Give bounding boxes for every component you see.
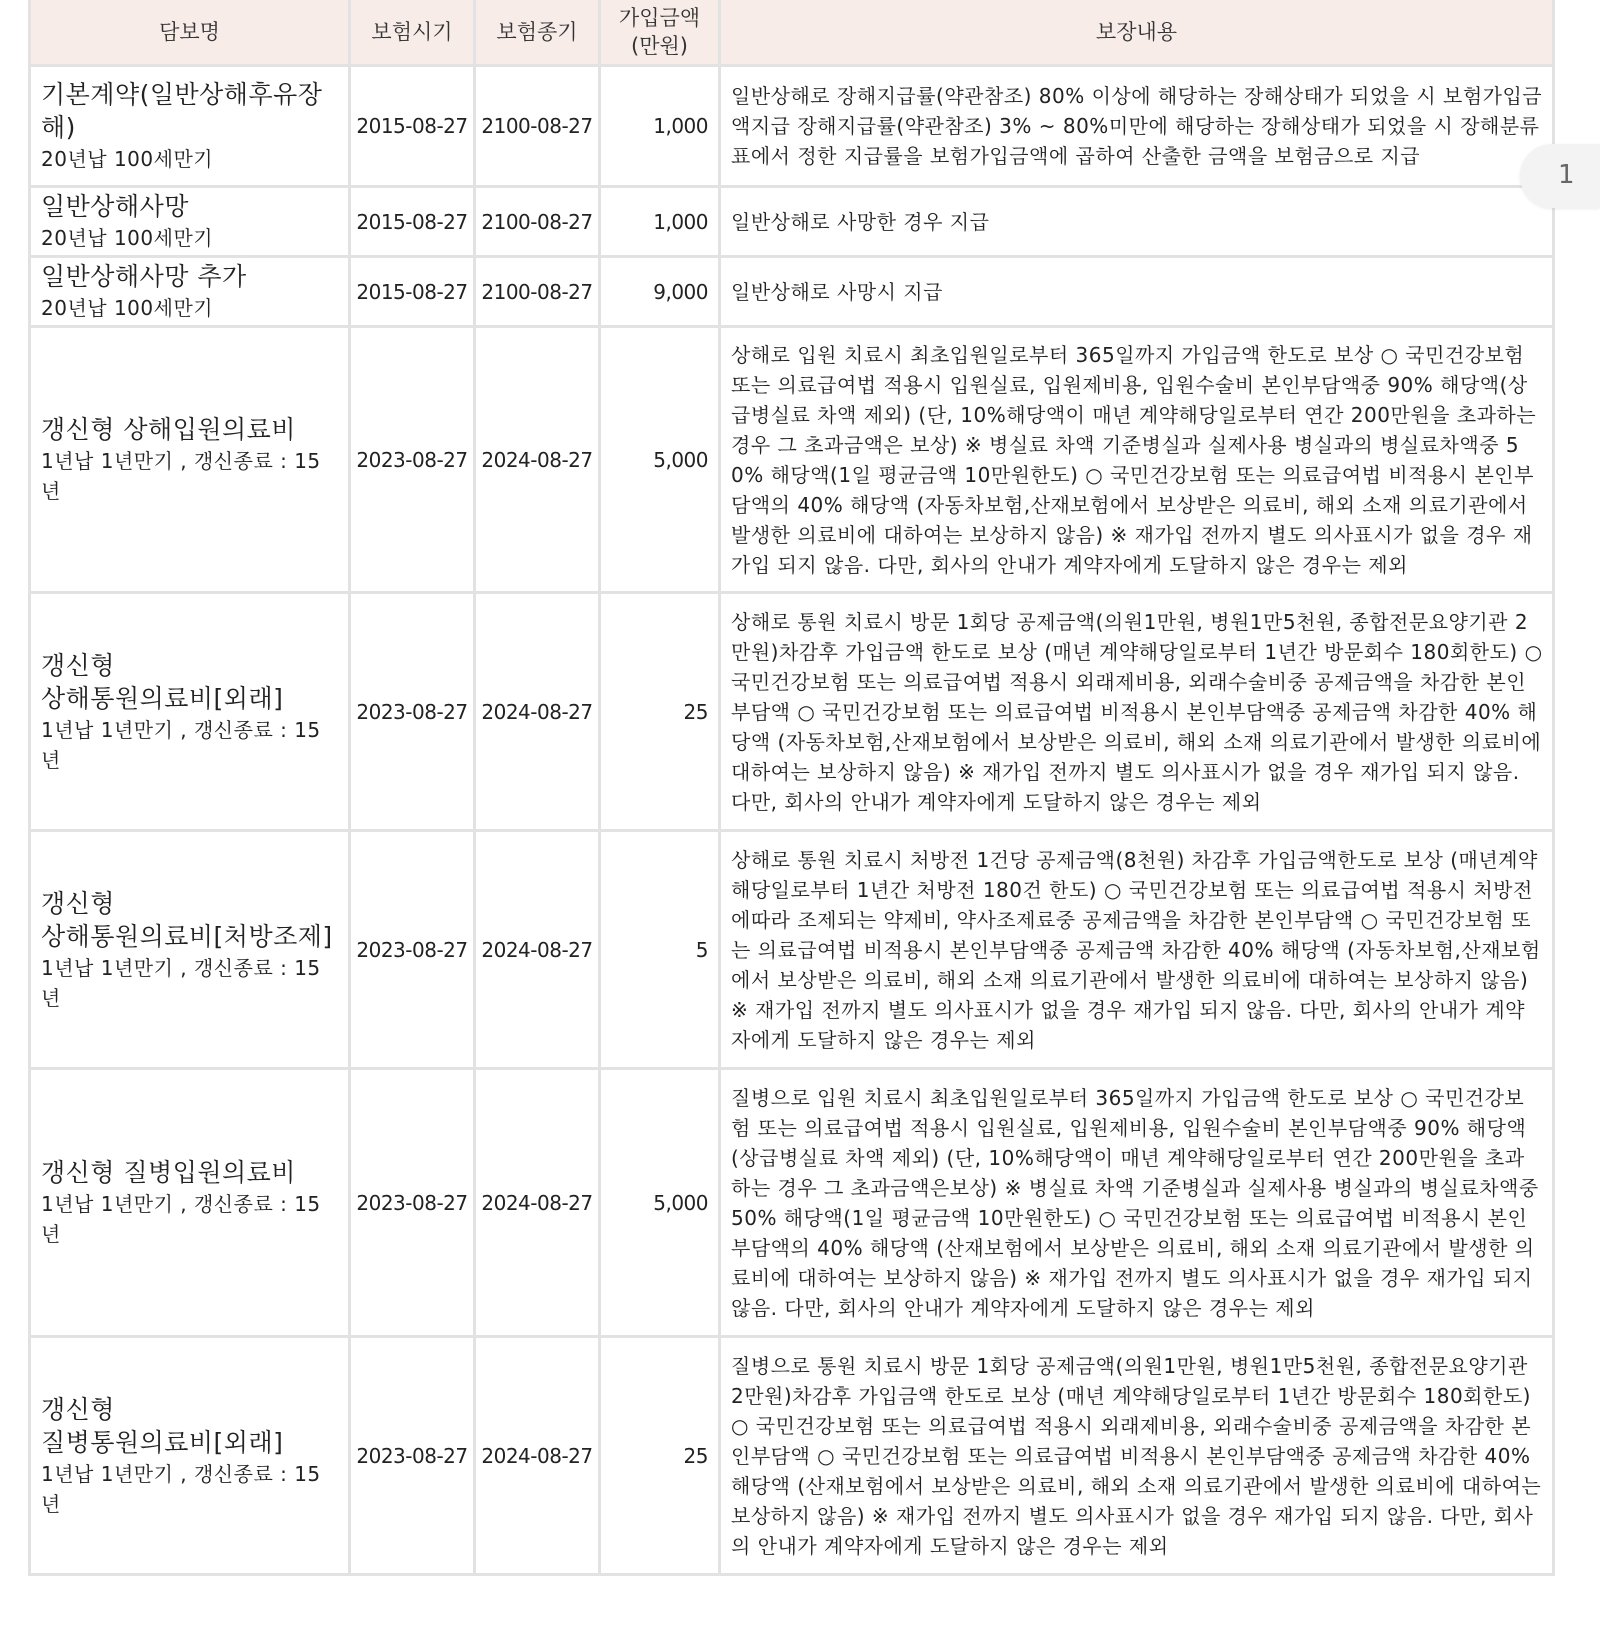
start-date: 2023-08-27 (350, 831, 475, 1069)
coverage-name: 갱신형 상해입원의료비 (41, 415, 296, 444)
table-row (30, 66, 1554, 187)
end-date: 2100-08-27 (475, 187, 600, 257)
coverage-detail: 상해로 통원 치료시 처방전 1건당 공제금액(8천원) 차감후 가입금액한도로 보상 (매년계약해당일로부터 1년간 처방전 180건 한도) ○ 국민건강보험 또는 의료급여법 적용시 처방전에따라 조제되는 약제비, 약사조제료중 공제금액을 차감한 본인부담액 ○ 국민건강보험 또는 의료급여법 비적용시 본인부담액중 공제금액 차감한 40% 해당액 (자동차보험,산재보험에서 보상받은 의료비, 해외 소재 의료기관에서 발생한 의료비에 대하여는 보상하지 않음) ※ 재가입 전까지 별도 의사표시가 없을 경우 재가입 되지 않음. 다만, 회사의 안내가 계약자에게 도달하지 않은 경우는 제외 (720, 831, 1554, 1069)
coverage-term: 1년납 1년만기 , 갱신종료 : 15년 (41, 955, 321, 1010)
insured-amount: 5 (600, 831, 720, 1069)
coverage-name: 갱신형 상해통원의료비[외래] (41, 650, 284, 713)
end-date: 2024-08-27 (475, 1069, 600, 1337)
coverage-table (28, 0, 1555, 1576)
insured-amount: 25 (600, 593, 720, 831)
start-date: 2023-08-27 (350, 1337, 475, 1575)
col-header-coverage-name: 담보명 (30, 0, 350, 66)
start-date: 2023-08-27 (350, 327, 475, 593)
end-date: 2100-08-27 (475, 257, 600, 327)
coverage-term: 20년납 100세만기 (41, 226, 214, 250)
coverage-term: 20년납 100세만기 (41, 147, 214, 171)
coverage-name: 일반상해사망 (41, 192, 189, 221)
table-row (30, 327, 1554, 593)
insured-amount: 9,000 (600, 257, 720, 327)
table-row (30, 187, 1554, 257)
end-date: 2024-08-27 (475, 1337, 600, 1575)
coverage-term: 1년납 1년만기 , 갱신종료 : 15년 (41, 1461, 321, 1516)
table-row (30, 257, 1554, 327)
coverage-name-cell (30, 187, 350, 257)
coverage-name: 갱신형 질병통원의료비[외래] (41, 1394, 284, 1457)
page-indicator[interactable] (1520, 144, 1600, 208)
col-header-end-date: 보험종기 (475, 0, 600, 66)
end-date: 2024-08-27 (475, 593, 600, 831)
coverage-name: 기본계약(일반상해후유장해) (41, 80, 323, 142)
coverage-term: 20년납 100세만기 (41, 296, 214, 320)
start-date: 2023-08-27 (350, 593, 475, 831)
coverage-name-cell (30, 1069, 350, 1337)
end-date: 2024-08-27 (475, 831, 600, 1069)
coverage-term: 1년납 1년만기 , 갱신종료 : 15년 (41, 717, 321, 772)
insured-amount: 5,000 (600, 1069, 720, 1337)
coverage-detail: 상해로 입원 치료시 최초입원일로부터 365일까지 가입금액 한도로 보상 ○ 국민건강보험 또는 의료급여법 적용시 입원실료, 입원제비용, 입원수술비 본인부담액중 90% 해당액(상급병실료 차액 제외) (단, 10%해당액이 매년 계약해당일로부터 연간 200만원을 초과하는 경우 그 초과금액은 보상) ※ 병실료 차액 기준병실과 실제사용 병실과의 병실료차액중 50% 해당액(1일 평균금액 10만원한도) ○ 국민건강보험 또는 의료급여법 비적용시 본인부담액의 40% 해당액 (자동차보험,산재보험에서 보상받은 의료비, 해외 소재 의료기관에서 발생한 의료비에 대하여는 보상하지 않음) ※ 재가입 전까지 별도 의사표시가 없을 경우 재가입 되지 않음. 다만, 회사의 안내가 계약자에게 도달하지 않은 경우는 제외 (720, 327, 1554, 593)
coverage-detail: 일반상해로 장해지급률(약관참조) 80% 이상에 해당하는 장해상태가 되었을 시 보험가입금액지급 장해지급률(약관참조) 3% ~ 80%미만에 해당하는 장해상태가 되었을 시 장해분류표에서 정한 지급률을 보험가입금액에 곱하여 산출한 금액을 보험금으로 지급 (720, 66, 1554, 187)
insured-amount: 25 (600, 1337, 720, 1575)
page-number: 1 (1558, 160, 1575, 190)
coverage-term: 1년납 1년만기 , 갱신종료 : 15년 (41, 1192, 321, 1246)
col-header-amount: 가입금액 (만원) (600, 0, 720, 66)
col-header-start-date: 보험시기 (350, 0, 475, 66)
coverage-name: 일반상해사망 추가 (41, 262, 247, 291)
table-row (30, 1069, 1554, 1337)
insured-amount: 5,000 (600, 327, 720, 593)
coverage-table-container (28, 0, 1552, 1576)
coverage-name-cell (30, 831, 350, 1069)
coverage-name: 갱신형 질병입원의료비 (41, 1158, 296, 1187)
end-date: 2100-08-27 (475, 66, 600, 187)
start-date: 2015-08-27 (350, 187, 475, 257)
coverage-name-cell (30, 66, 350, 187)
start-date: 2015-08-27 (350, 257, 475, 327)
insured-amount: 1,000 (600, 187, 720, 257)
table-row (30, 831, 1554, 1069)
coverage-term: 1년납 1년만기 , 갱신종료 : 15년 (41, 449, 321, 503)
coverage-name-cell (30, 327, 350, 593)
end-date: 2024-08-27 (475, 327, 600, 593)
table-row (30, 593, 1554, 831)
coverage-detail: 일반상해로 사망시 지급 (720, 257, 1554, 327)
coverage-name-cell (30, 1337, 350, 1575)
insured-amount: 1,000 (600, 66, 720, 187)
coverage-name: 갱신형 상해통원의료비[처방조제] (41, 888, 333, 951)
coverage-detail: 질병으로 통원 치료시 방문 1회당 공제금액(의원1만원, 병원1만5천원, 종합전문요양기관 2만원)차감후 가입금액 한도로 보상 (매년 계약해당일로부터 1년간 방문회수 180회한도) ○ 국민건강보험 또는 의료급여법 적용시 외래제비용, 외래수술비중 공제금액을 차감한 본인부담액 ○ 국민건강보험 또는 의료급여법 비적용시 본인부담액중 공제금액 차감한 40% 해당액 (산재보험에서 보상받은 의료비, 해외 소재 의료기관에서 발생한 의료비에 대하여는 보상하지 않음) ※ 재가입 전까지 별도 의사표시가 없을 경우 재가입 되지 않음. 다만, 회사의 안내가 계약자에게 도달하지 않은 경우는 제외 (720, 1337, 1554, 1575)
table-row (30, 1337, 1554, 1575)
start-date: 2015-08-27 (350, 66, 475, 187)
coverage-name-cell (30, 593, 350, 831)
coverage-detail: 일반상해로 사망한 경우 지급 (720, 187, 1554, 257)
coverage-name-cell (30, 257, 350, 327)
table-header-row (30, 0, 1554, 66)
coverage-detail: 질병으로 입원 치료시 최초입원일로부터 365일까지 가입금액 한도로 보상 ○ 국민건강보험 또는 의료급여법 적용시 입원실료, 입원제비용, 입원수술비 본인부담액중 90% 해당액(상급병실료 차액 제외) (단, 10%해당액이 매년 계약해당일로부터 연간 200만원을 초과하는 경우 그 초과금액은보상) ※ 병실료 차액 기준병실과 실제사용 병실과의 병실료차액중 50% 해당액(1일 평균금액 10만원한도) ○ 국민건강보험 또는 의료급여법 비적용시 본인부담액의 40% 해당액 (산재보험에서 보상받은 의료비, 해외 소재 의료기관에서 발생한 의료비에 대하여는 보상하지 않음) ※ 재가입 전까지 별도 의사표시가 없을 경우 재가입 되지 않음. 다만, 회사의 안내가 계약자에게 도달하지 않은 경우는 제외 (720, 1069, 1554, 1337)
col-header-coverage-detail: 보장내용 (720, 0, 1554, 66)
coverage-detail: 상해로 통원 치료시 방문 1회당 공제금액(의원1만원, 병원1만5천원, 종합전문요양기관 2만원)차감후 가입금액 한도로 보상 (매년 계약해당일로부터 1년간 방문회수 180회한도) ○ 국민건강보험 또는 의료급여법 적용시 외래제비용, 외래수술비중 공제금액을 차감한 본인부담액 ○ 국민건강보험 또는 의료급여법 비적용시 본인부담액중 공제금액 차감한 40% 해당액 (자동차보험,산재보험에서 보상받은 의료비, 해외 소재 의료기관에서 발생한 의료비에 대하여는 보상하지 않음) ※ 재가입 전까지 별도 의사표시가 없을 경우 재가입 되지 않음. 다만, 회사의 안내가 계약자에게 도달하지 않은 경우는 제외 (720, 593, 1554, 831)
start-date: 2023-08-27 (350, 1069, 475, 1337)
